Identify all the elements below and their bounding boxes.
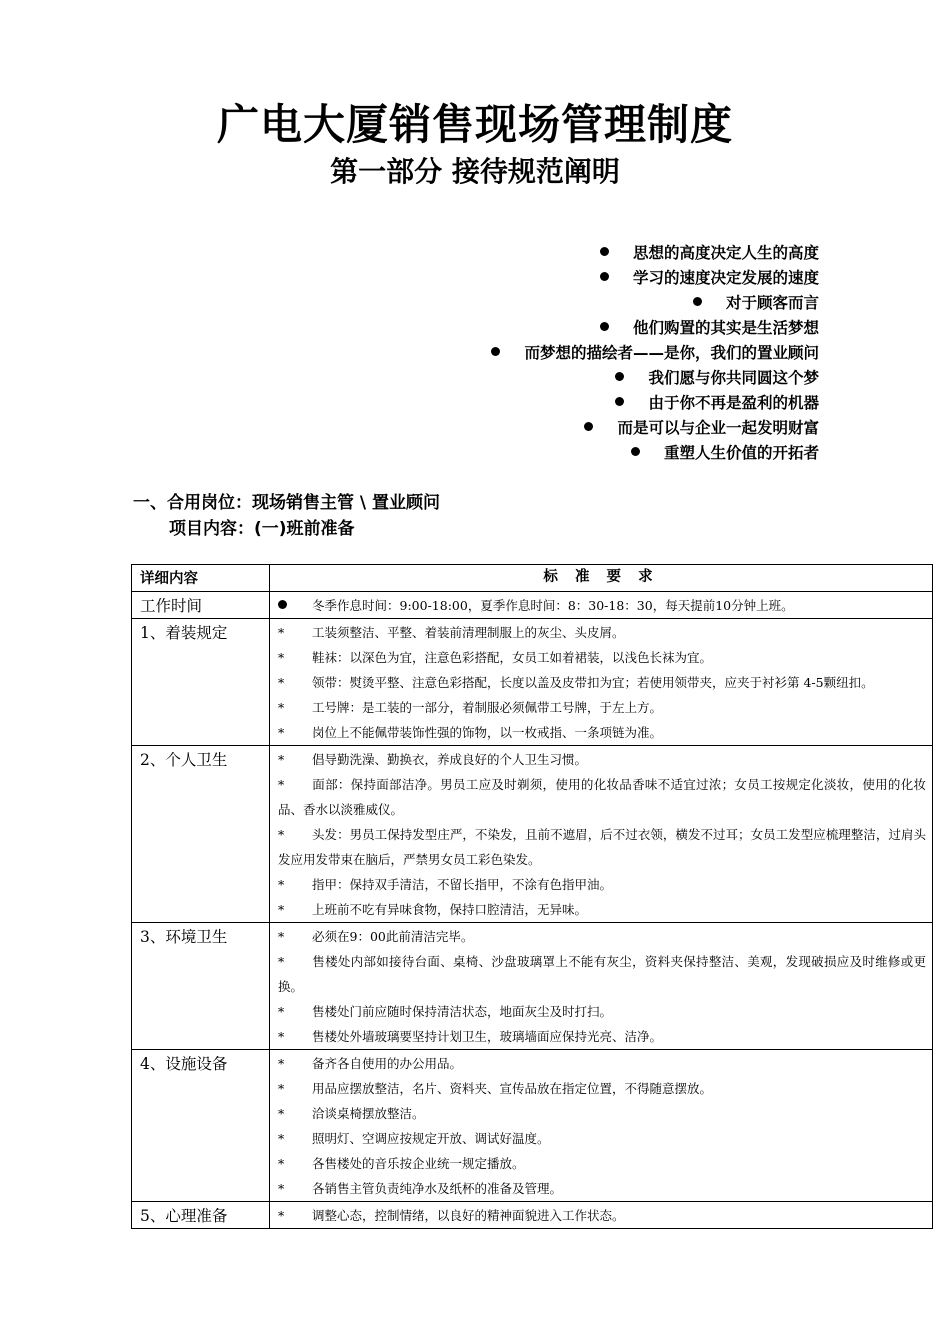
- requirement-item: [278, 747, 926, 772]
- column-header-standard: 标 准 要 求: [270, 565, 933, 592]
- requirement-item: [278, 620, 926, 645]
- asterisk-marker: *: [278, 929, 285, 944]
- requirement-text: 必须在9：00此前清洁完毕。: [312, 929, 474, 944]
- requirement-text: 工号牌：是工装的一部分，着制服必须佩带工号牌，于左上方。: [312, 700, 663, 715]
- table-row: [132, 746, 933, 923]
- requirement-item: [278, 949, 926, 999]
- table-header-row: [132, 565, 933, 592]
- requirement-text: 调整心态，控制情绪，以良好的精神面貌进入工作状态。: [312, 1208, 625, 1223]
- asterisk-marker: *: [278, 725, 285, 740]
- motto-item: [319, 266, 819, 291]
- bullet-icon: [491, 347, 500, 356]
- requirement-item: [278, 872, 926, 897]
- requirement-text: 倡导勤洗澡、勤换衣，养成良好的个人卫生习惯。: [312, 752, 588, 767]
- requirement-text: 冬季作息时间：9:00-18:00，夏季作息时间：8：30-18：30，每天提前10分钟上班。: [312, 598, 794, 613]
- requirement-text: 用品应摆放整洁，名片、资料夹、宣传品放在指定位置，不得随意摆放。: [312, 1081, 713, 1096]
- asterisk-marker: *: [278, 777, 285, 792]
- requirement-item: [278, 1203, 926, 1228]
- table-body: [132, 592, 933, 1229]
- asterisk-marker: *: [278, 700, 285, 715]
- requirement-text: 工装须整洁、平整、着装前清理制服上的灰尘、头皮屑。: [312, 625, 625, 640]
- requirement-text: 洽谈桌椅摆放整洁。: [312, 1106, 425, 1121]
- requirement-item: [278, 1126, 926, 1151]
- asterisk-marker: *: [278, 954, 285, 969]
- motto-item: [319, 341, 819, 366]
- requirement-item: [278, 720, 926, 745]
- motto-item: [319, 291, 819, 316]
- motto-item: [319, 316, 819, 341]
- requirement-item: [278, 670, 926, 695]
- motto-item: [319, 391, 819, 416]
- asterisk-marker: *: [278, 1208, 285, 1223]
- requirement-text: 头发：男员工保持发型庄严，不染发，且前不遮眉，后不过衣领，横发不过耳；女员工发型应梳理整洁，过肩头发应用发带束在脑后，严禁男女员工彩色染发。: [278, 827, 926, 867]
- column-header-detail: 详细内容: [132, 565, 270, 592]
- motto-text: 学习的速度决定发展的速度: [632, 269, 819, 287]
- table-row: [132, 923, 933, 1050]
- requirement-item: [278, 772, 926, 822]
- requirement-item: [278, 1051, 926, 1076]
- motto-item: [319, 241, 819, 266]
- requirement-text: 上班前不吃有异味食物，保持口腔清洁，无异味。: [312, 902, 588, 917]
- requirement-text: 售楼处内部如接待台面、桌椅、沙盘玻璃罩上不能有灰尘，资料夹保持整洁、美观，发现破损应及时维修或更换。: [278, 954, 926, 994]
- asterisk-marker: *: [278, 650, 285, 665]
- requirement-item: [278, 695, 926, 720]
- asterisk-marker: *: [278, 827, 285, 842]
- row-category: 工作时间: [132, 592, 270, 619]
- asterisk-marker: *: [278, 1029, 285, 1044]
- motto-text: 对于顾客而言: [725, 294, 819, 312]
- section-heading-block: [133, 490, 440, 542]
- motto-text: 重塑人生价值的开拓者: [663, 444, 819, 462]
- motto-list: [319, 241, 819, 466]
- asterisk-marker: *: [278, 1106, 285, 1121]
- bullet-icon: [278, 600, 287, 609]
- table-row: [132, 1050, 933, 1202]
- requirement-text: 售楼处门前应随时保持清洁状态，地面灰尘及时打扫。: [312, 1004, 613, 1019]
- requirement-text: 各销售主管负责纯净水及纸杯的准备及管理。: [312, 1181, 563, 1196]
- requirement-item: [278, 1076, 926, 1101]
- asterisk-marker: *: [278, 1156, 285, 1171]
- bullet-icon: [600, 247, 609, 256]
- requirement-item: [278, 593, 926, 618]
- section-heading: 一、合用岗位：现场销售主管 \ 置业顾问: [133, 493, 441, 513]
- asterisk-marker: *: [278, 625, 285, 640]
- project-content-heading: 项目内容：(一)班前准备: [169, 519, 355, 539]
- requirement-item: [278, 1024, 926, 1049]
- row-category: 2、个人卫生: [132, 746, 270, 923]
- requirement-item: [278, 1176, 926, 1201]
- requirement-item: [278, 645, 926, 670]
- row-requirements: [270, 1050, 933, 1202]
- motto-text: 我们愿与你共同圆这个梦: [648, 369, 819, 387]
- asterisk-marker: *: [278, 1056, 285, 1071]
- requirement-item: [278, 822, 926, 872]
- table-row: [132, 619, 933, 746]
- requirement-text: 照明灯、空调应按规定开放、调试好温度。: [312, 1131, 550, 1146]
- motto-text: 思想的高度决定人生的高度: [632, 244, 819, 262]
- row-category: 1、着装规定: [132, 619, 270, 746]
- requirement-item: [278, 924, 926, 949]
- requirement-text: 售楼处外墙玻璃要坚持计划卫生，玻璃墙面应保持光亮、洁净。: [312, 1029, 663, 1044]
- row-requirements: [270, 619, 933, 746]
- requirement-text: 鞋袜：以深色为宜，注意色彩搭配，女员工如着裙装，以浅色长袜为宜。: [312, 650, 713, 665]
- asterisk-marker: *: [278, 1181, 285, 1196]
- asterisk-marker: *: [278, 1004, 285, 1019]
- table-row: [132, 592, 933, 619]
- row-requirements: [270, 592, 933, 619]
- bullet-icon: [631, 447, 640, 456]
- requirement-text: 指甲：保持双手清洁，不留长指甲，不涂有色指甲油。: [312, 877, 613, 892]
- requirement-item: [278, 1151, 926, 1176]
- row-requirements: [270, 923, 933, 1050]
- standards-table: [131, 564, 933, 1229]
- row-category: 4、设施设备: [132, 1050, 270, 1202]
- bullet-icon: [600, 322, 609, 331]
- asterisk-marker: *: [278, 1081, 285, 1096]
- requirement-item: [278, 1101, 926, 1126]
- requirement-item: [278, 897, 926, 922]
- requirement-text: 备齐各自使用的办公用品。: [312, 1056, 463, 1071]
- row-category: 3、环境卫生: [132, 923, 270, 1050]
- requirement-text: 岗位上不能佩带装饰性强的饰物，以一枚戒指、一条项链为准。: [312, 725, 663, 740]
- document-title: 广电大厦销售现场管理制度: [216, 100, 733, 149]
- motto-text: 他们购置的其实是生活梦想: [632, 319, 819, 337]
- requirement-item: [278, 999, 926, 1024]
- asterisk-marker: *: [278, 752, 285, 767]
- bullet-icon: [615, 372, 624, 381]
- asterisk-marker: *: [278, 902, 285, 917]
- asterisk-marker: *: [278, 877, 285, 892]
- bullet-icon: [600, 272, 609, 281]
- motto-item: [319, 366, 819, 391]
- motto-item: [319, 416, 819, 441]
- asterisk-marker: *: [278, 1131, 285, 1146]
- document-subtitle: 第一部分 接待规范阐明: [330, 155, 620, 188]
- bullet-icon: [615, 397, 624, 406]
- motto-text: 由于你不再是盈利的机器: [648, 394, 819, 412]
- row-category: 5、心理准备: [132, 1202, 270, 1229]
- requirement-text: 各售楼处的音乐按企业统一规定播放。: [312, 1156, 525, 1171]
- motto-text: 而梦想的描绘者——是你，我们的置业顾问: [524, 344, 819, 362]
- requirement-text: 领带：熨烫平整、注意色彩搭配，长度以盖及皮带扣为宜；若使用领带夹，应夹于衬衫第 4-5颗纽扣。: [312, 675, 874, 690]
- motto-text: 而是可以与企业一起发明财富: [617, 419, 819, 437]
- bullet-icon: [584, 422, 593, 431]
- requirement-text: 面部：保持面部洁净。男员工应及时剃须，使用的化妆品香味不适宜过浓；女员工按规定化淡妆，使用的化妆品、香水以淡雅威仪。: [278, 777, 926, 817]
- motto-item: [319, 441, 819, 466]
- row-requirements: [270, 746, 933, 923]
- row-requirements: [270, 1202, 933, 1229]
- bullet-icon: [693, 297, 702, 306]
- asterisk-marker: *: [278, 675, 285, 690]
- table-row: [132, 1202, 933, 1229]
